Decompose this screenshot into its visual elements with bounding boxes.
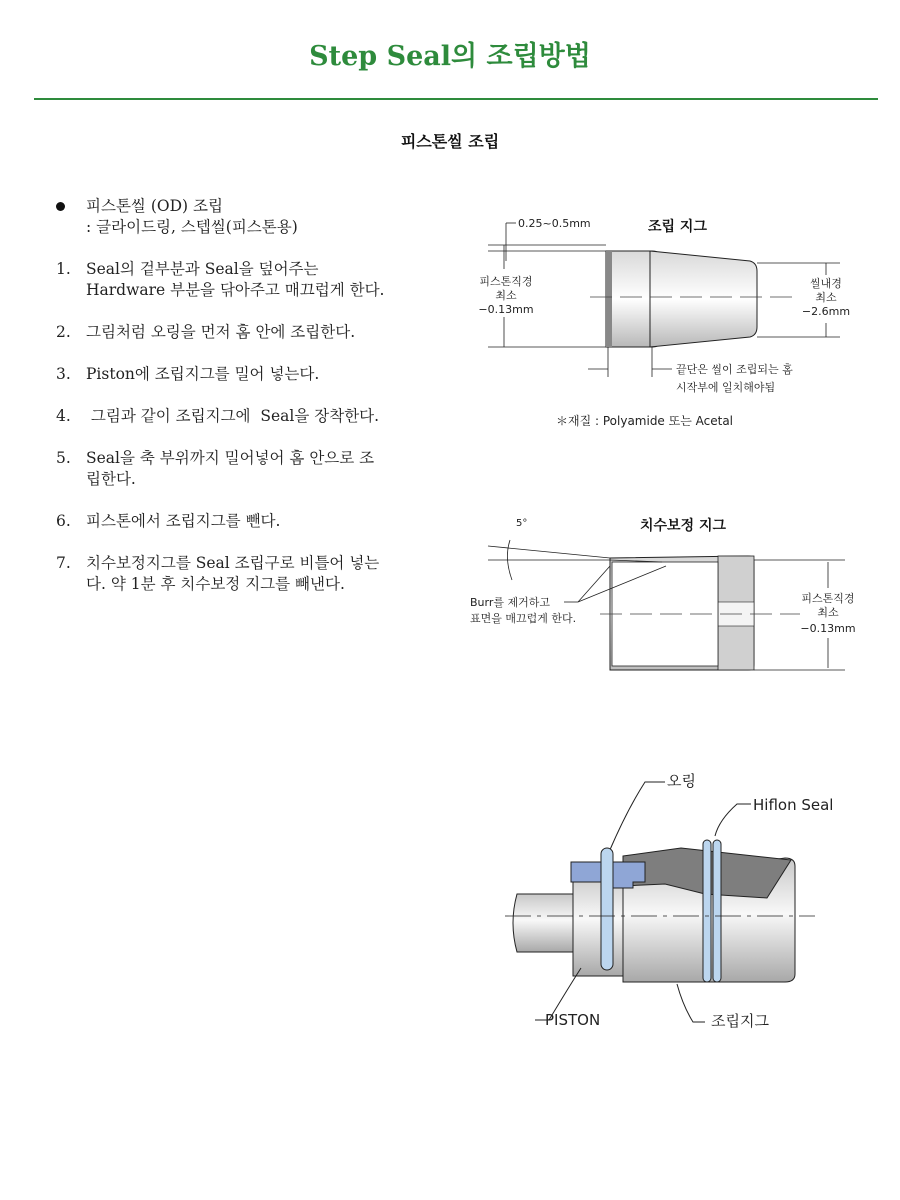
fig3-oring-label: 오링 xyxy=(667,772,696,790)
list-item xyxy=(56,448,426,490)
step-number: 1. xyxy=(56,260,71,278)
fig2-right-label: 피스톤직경 xyxy=(801,592,855,605)
piston-assembly-diagram xyxy=(505,770,865,1040)
fig1-title: 조립 지그 xyxy=(648,219,707,235)
step-text: 다. 약 1분 후 치수보정 지그를 빼낸다. xyxy=(86,575,345,593)
fig2-title: 치수보정 지그 xyxy=(640,518,727,534)
fig1-right-label: 최소 xyxy=(815,291,837,304)
fig2-right-label: 최소 xyxy=(817,606,839,619)
assembly-steps xyxy=(56,196,426,616)
step-number: 4. xyxy=(56,407,71,425)
list-item xyxy=(56,553,426,595)
fig1-top-dim: 0.25~0.5mm xyxy=(518,217,591,230)
header-divider xyxy=(34,98,878,100)
fig2-burr-note: Burr를 제거하고 xyxy=(470,596,550,609)
fig1-left-label: −0.13mm xyxy=(478,303,534,316)
step-text: 피스톤에서 조립지그를 뺀다. xyxy=(86,512,281,530)
fig1-left-label: 피스톤직경 xyxy=(479,275,533,288)
step-number: 2. xyxy=(56,323,71,341)
fig1-material: ＊재질 : Polyamide 또는 Acetal xyxy=(556,414,734,428)
bullet-line2: : 글라이드링, 스텝씰(피스톤용) xyxy=(86,218,298,236)
bullet-line1: 피스톤씰 (OD) 조립 xyxy=(86,197,223,215)
section-subtitle: 피스톤씰 조립 xyxy=(400,132,500,151)
fig2-right-label: −0.13mm xyxy=(800,622,856,635)
page-title: Step Seal의 조립방법 xyxy=(309,41,591,72)
fig3-hiflon-label: Hiflon Seal xyxy=(753,796,834,814)
bullet-icon xyxy=(56,202,65,211)
step-text: 그림과 같이 조립지그에 Seal을 장착한다. xyxy=(86,407,380,425)
list-item xyxy=(56,406,426,427)
fig3-piston-label: PISTON xyxy=(545,1011,601,1029)
fig3-jig-label: 조립지그 xyxy=(711,1012,769,1030)
step-text: Piston에 조립지그를 밀어 넣는다. xyxy=(86,365,320,383)
step-text: 치수보정지그를 Seal 조립구로 비틀어 넣는 xyxy=(86,554,380,572)
step-number: 3. xyxy=(56,365,71,383)
fig1-bottom-note: 끝단은 씰이 조립되는 홈 xyxy=(676,363,793,376)
list-item xyxy=(56,196,426,238)
step-text: 그림처럼 오링을 먼저 홈 안에 조립한다. xyxy=(86,323,356,341)
fig1-right-label: 씰내경 xyxy=(810,277,842,290)
sizing-jig-diagram xyxy=(460,510,880,685)
step-text: Seal을 축 부위까지 밀어넣어 홈 안으로 조 xyxy=(86,449,375,467)
list-item xyxy=(56,511,426,532)
fig1-bottom-note: 시작부에 일치해야됨 xyxy=(676,381,776,394)
step-text: 립한다. xyxy=(86,470,136,488)
list-item xyxy=(56,322,426,343)
step-number: 5. xyxy=(56,449,71,467)
step-text: Hardware 부분을 닦아주고 매끄럽게 한다. xyxy=(86,281,385,299)
fig1-right-label: −2.6mm xyxy=(801,305,851,318)
step-number: 6. xyxy=(56,512,71,530)
step-text: Seal의 겉부분과 Seal을 덮어주는 xyxy=(86,260,319,278)
assembly-jig-diagram xyxy=(460,205,880,435)
fig1-left-label: 최소 xyxy=(495,289,517,302)
fig2-angle: 5° xyxy=(516,518,528,529)
step-number: 7. xyxy=(56,554,71,572)
list-item xyxy=(56,364,426,385)
list-item xyxy=(56,259,426,301)
fig2-burr-note: 표면을 매끄럽게 한다. xyxy=(470,612,577,625)
